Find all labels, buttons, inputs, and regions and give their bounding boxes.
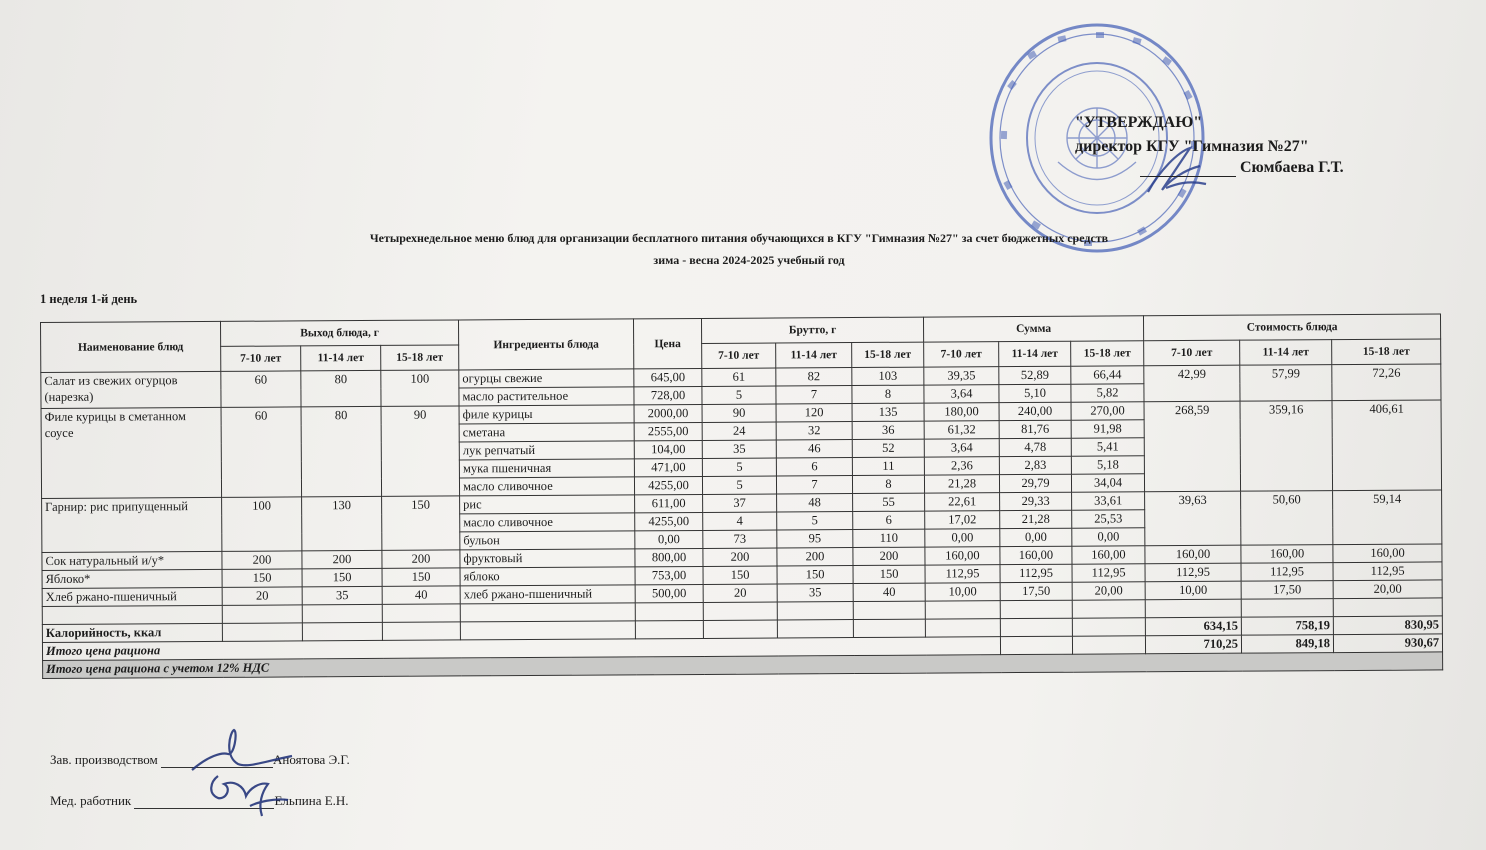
brutto-cell: 110 — [853, 529, 925, 547]
ingredient-cell: бульон — [460, 531, 635, 550]
price-cell: 2000,00 — [634, 404, 702, 422]
col-header-name: Наименование блюд — [41, 321, 221, 372]
total-value: 710,25 — [1145, 635, 1241, 654]
cost-cell: 406,61 — [1332, 400, 1442, 491]
cost-cell: 72,26 — [1332, 364, 1441, 401]
sum-cell: 5,10 — [999, 384, 1071, 402]
sum-cell: 29,79 — [999, 474, 1071, 492]
calories-value: 830,95 — [1333, 616, 1442, 635]
total-label: Итого цена рациона — [42, 637, 1000, 661]
sum-cell: 112,95 — [925, 565, 1000, 583]
brutto-cell: 150 — [703, 566, 777, 584]
price-cell: 728,00 — [634, 386, 702, 404]
document-subtitle: зима - весна 2024-2025 учебный год — [653, 253, 845, 267]
sum-cell: 22,61 — [925, 493, 1000, 511]
brutto-cell: 24 — [702, 422, 776, 440]
brutto-cell: 200 — [777, 548, 853, 566]
production-manager-name: Аноятова Э.Г. — [273, 752, 350, 767]
ingredient-cell: масло сливочное — [459, 477, 634, 496]
cost-cell: 160,00 — [1333, 544, 1442, 563]
calories-value: 758,19 — [1241, 617, 1333, 636]
brutto-cell: 48 — [777, 494, 853, 512]
total-value: 930,67 — [1333, 634, 1442, 653]
week-day-label: 1 неделя 1-й день — [40, 292, 138, 306]
sum-cell: 112,95 — [1000, 564, 1072, 582]
sum-cell: 81,76 — [999, 420, 1071, 438]
brutto-cell: 36 — [852, 421, 924, 439]
cost-cell: 50,60 — [1241, 491, 1333, 546]
sum-cell: 17,02 — [925, 511, 1000, 529]
dish-name: Гарнир: рис припущенный — [42, 497, 222, 552]
cost-cell: 112,95 — [1145, 563, 1241, 582]
ingredient-cell: фруктовый — [460, 549, 635, 568]
sum-cell: 160,00 — [1000, 546, 1072, 564]
brutto-cell: 52 — [852, 439, 924, 457]
sum-cell: 2,83 — [999, 456, 1071, 474]
ingredient-cell: масло сливочное — [460, 513, 635, 532]
price-cell: 471,00 — [634, 458, 702, 476]
brutto-cell: 4 — [703, 512, 777, 530]
output-cell: 90 — [381, 406, 460, 496]
col-header-age: 15-18 лет — [1071, 341, 1144, 366]
brutto-cell: 32 — [776, 422, 852, 440]
cost-cell: 20,00 — [1333, 580, 1442, 599]
ingredient-cell: мука пшеничная — [459, 459, 634, 478]
brutto-cell: 55 — [853, 493, 925, 511]
output-cell: 40 — [382, 586, 460, 604]
total-value: 849,18 — [1241, 635, 1333, 654]
output-cell: 150 — [382, 496, 460, 550]
brutto-cell: 35 — [777, 584, 853, 602]
cost-cell: 160,00 — [1145, 545, 1241, 564]
col-header-age: 15-18 лет — [1332, 339, 1441, 365]
output-cell: 200 — [382, 550, 460, 568]
dish-name: Сок натуральный и/у* — [42, 551, 222, 570]
brutto-cell: 5 — [702, 476, 776, 494]
brutto-cell: 73 — [703, 530, 777, 548]
sum-cell: 25,53 — [1072, 510, 1145, 528]
total-vat-label: Итого цена рациона с учетом 12% НДС — [43, 652, 1443, 679]
brutto-cell: 200 — [853, 547, 925, 565]
director-name: Сюмбаева Г.Т. — [1240, 159, 1344, 176]
col-header-ingredients: Ингредиенты блюда — [459, 319, 634, 370]
cost-cell: 160,00 — [1241, 545, 1333, 564]
output-cell: 35 — [302, 586, 382, 604]
sum-cell: 61,32 — [924, 421, 999, 439]
sum-cell: 3,64 — [924, 439, 999, 457]
brutto-cell: 6 — [853, 511, 925, 529]
col-header-age: 11-14 лет — [776, 343, 852, 368]
brutto-cell: 6 — [776, 458, 852, 476]
brutto-cell: 90 — [702, 404, 776, 422]
dish-name: Филе курицы в сметанном соусе — [41, 407, 222, 498]
price-cell: 4255,00 — [635, 512, 703, 530]
output-cell: 60 — [221, 371, 301, 407]
output-cell: 200 — [302, 550, 382, 568]
brutto-cell: 40 — [853, 583, 925, 601]
sum-cell: 29,33 — [1000, 492, 1072, 510]
cost-cell: 59,14 — [1333, 490, 1442, 545]
price-cell: 4255,00 — [634, 476, 702, 494]
sum-cell: 180,00 — [924, 403, 999, 421]
output-cell: 20 — [222, 587, 302, 605]
sum-cell: 20,00 — [1072, 582, 1145, 600]
col-header-output: Выход блюда, г — [220, 320, 458, 346]
sum-cell: 0,00 — [925, 529, 1000, 547]
sum-cell: 2,36 — [924, 457, 999, 475]
brutto-cell: 5 — [702, 386, 776, 404]
staff-signatures-icon — [188, 726, 300, 821]
sum-cell: 240,00 — [999, 402, 1071, 420]
ingredient-cell: масло растительное — [459, 387, 634, 406]
cost-cell: 10,00 — [1145, 581, 1241, 600]
col-header-age: 7-10 лет — [702, 343, 776, 368]
sum-cell: 17,50 — [1000, 582, 1072, 600]
ingredient-cell: огурцы свежие — [459, 369, 634, 388]
price-cell: 611,00 — [635, 494, 703, 512]
price-cell: 0,00 — [635, 530, 703, 548]
approve-signature-line — [1140, 159, 1344, 177]
sum-cell: 39,35 — [924, 367, 999, 385]
cost-cell: 39,63 — [1145, 491, 1241, 546]
brutto-cell: 20 — [703, 584, 777, 602]
output-cell: 150 — [382, 568, 460, 586]
document-title: Четырехнедельное меню блюд для организации бесплатного питания обучающихся в КГУ "Гимназия №27" за счет бюджетных средств — [369, 231, 1109, 245]
sum-cell: 33,61 — [1072, 492, 1145, 510]
menu-table-body — [41, 364, 1443, 679]
cost-cell: 112,95 — [1241, 563, 1333, 582]
sum-cell: 5,41 — [1071, 438, 1144, 456]
sum-cell: 34,04 — [1071, 474, 1144, 492]
ingredient-cell: яблоко — [460, 567, 635, 586]
brutto-cell: 135 — [852, 403, 924, 421]
output-cell: 100 — [222, 497, 302, 551]
col-header-age: 11-14 лет — [301, 345, 381, 370]
ingredient-cell: сметана — [459, 423, 634, 442]
sum-cell: 52,89 — [999, 366, 1071, 384]
sum-cell: 4,78 — [999, 438, 1071, 456]
sum-cell: 160,00 — [925, 547, 1000, 565]
col-header-age: 15-18 лет — [852, 342, 924, 367]
brutto-cell: 35 — [702, 440, 776, 458]
approve-heading: "УТВЕРЖДАЮ" — [1075, 114, 1203, 131]
col-header-cost: Стоимость блюда — [1144, 314, 1441, 341]
brutto-cell: 46 — [776, 440, 852, 458]
cost-cell: 57,99 — [1240, 365, 1332, 402]
cost-cell: 359,16 — [1240, 401, 1333, 492]
output-cell: 150 — [302, 568, 382, 586]
brutto-cell: 200 — [703, 548, 777, 566]
col-header-brutto: Брутто, г — [702, 317, 924, 343]
col-header-price: Цена — [634, 318, 702, 368]
ingredient-cell: лук репчатый — [459, 441, 634, 460]
brutto-cell: 5 — [702, 458, 776, 476]
dish-name: Яблоко* — [42, 569, 222, 588]
output-cell: 130 — [302, 496, 382, 550]
col-header-age: 7-10 лет — [1144, 340, 1240, 366]
price-cell: 645,00 — [634, 368, 702, 386]
brutto-cell: 7 — [776, 476, 852, 494]
output-cell: 80 — [301, 370, 381, 406]
brutto-cell: 61 — [702, 368, 776, 386]
output-cell: 100 — [381, 370, 459, 406]
brutto-cell: 82 — [776, 368, 852, 386]
ingredient-cell: филе курицы — [459, 405, 634, 424]
price-cell: 2555,00 — [634, 422, 702, 440]
cost-cell: 42,99 — [1144, 365, 1240, 402]
brutto-cell: 11 — [852, 457, 924, 475]
cost-cell: 17,50 — [1241, 581, 1333, 600]
ingredient-cell: хлеб ржано-пшеничный — [460, 585, 635, 604]
col-header-age: 7-10 лет — [221, 346, 301, 371]
approve-position: директор КГУ "Гимназия №27" — [1075, 138, 1309, 155]
brutto-cell: 103 — [852, 367, 924, 385]
sum-cell: 0,00 — [1072, 528, 1145, 546]
col-header-age: 11-14 лет — [999, 341, 1071, 366]
sum-cell: 160,00 — [1072, 546, 1145, 564]
brutto-cell: 5 — [777, 512, 853, 530]
price-cell: 104,00 — [634, 440, 702, 458]
sum-cell: 3,64 — [924, 385, 999, 403]
price-cell: 753,00 — [635, 566, 703, 584]
sum-cell: 5,82 — [1071, 384, 1144, 402]
sum-cell: 112,95 — [1072, 564, 1145, 582]
sum-cell: 66,44 — [1071, 366, 1144, 384]
col-header-sum: Сумма — [924, 316, 1144, 342]
col-header-age: 11-14 лет — [1240, 340, 1332, 366]
dish-name: Хлеб ржано-пшеничный — [42, 587, 222, 606]
cost-cell: 112,95 — [1333, 562, 1442, 581]
brutto-cell: 150 — [853, 565, 925, 583]
cost-cell: 268,59 — [1144, 401, 1241, 492]
ingredient-cell: рис — [460, 495, 635, 514]
brutto-cell: 120 — [776, 404, 852, 422]
calories-value: 634,15 — [1145, 617, 1241, 636]
brutto-cell: 95 — [777, 530, 853, 548]
output-cell: 60 — [221, 407, 302, 497]
sum-cell: 21,28 — [1000, 510, 1072, 528]
sum-cell: 5,18 — [1071, 456, 1144, 474]
medical-worker-name: Ельпина Е.Н. — [274, 793, 349, 808]
production-manager-label: Зав. производством — [50, 752, 158, 767]
col-header-age: 15-18 лет — [381, 345, 459, 370]
output-cell: 150 — [222, 569, 302, 587]
sum-cell: 270,00 — [1071, 402, 1144, 420]
calories-label: Калорийность, ккал — [42, 623, 222, 642]
dish-name: Салат из свежих огурцов (нарезка) — [41, 371, 221, 408]
brutto-cell: 37 — [703, 494, 777, 512]
brutto-cell: 8 — [852, 385, 924, 403]
sum-cell: 21,28 — [924, 475, 999, 493]
output-cell: 80 — [301, 406, 382, 496]
sum-cell: 91,98 — [1071, 420, 1144, 438]
brutto-cell: 7 — [776, 386, 852, 404]
sum-cell: 0,00 — [1000, 528, 1072, 546]
medical-worker-label: Мед. работник — [50, 793, 132, 808]
output-cell: 200 — [222, 551, 302, 569]
brutto-cell: 150 — [777, 566, 853, 584]
price-cell: 800,00 — [635, 548, 703, 566]
menu-table — [40, 313, 1443, 679]
sum-cell: 10,00 — [925, 583, 1000, 601]
col-header-age: 7-10 лет — [924, 342, 999, 367]
price-cell: 500,00 — [635, 584, 703, 602]
brutto-cell: 8 — [852, 475, 924, 493]
